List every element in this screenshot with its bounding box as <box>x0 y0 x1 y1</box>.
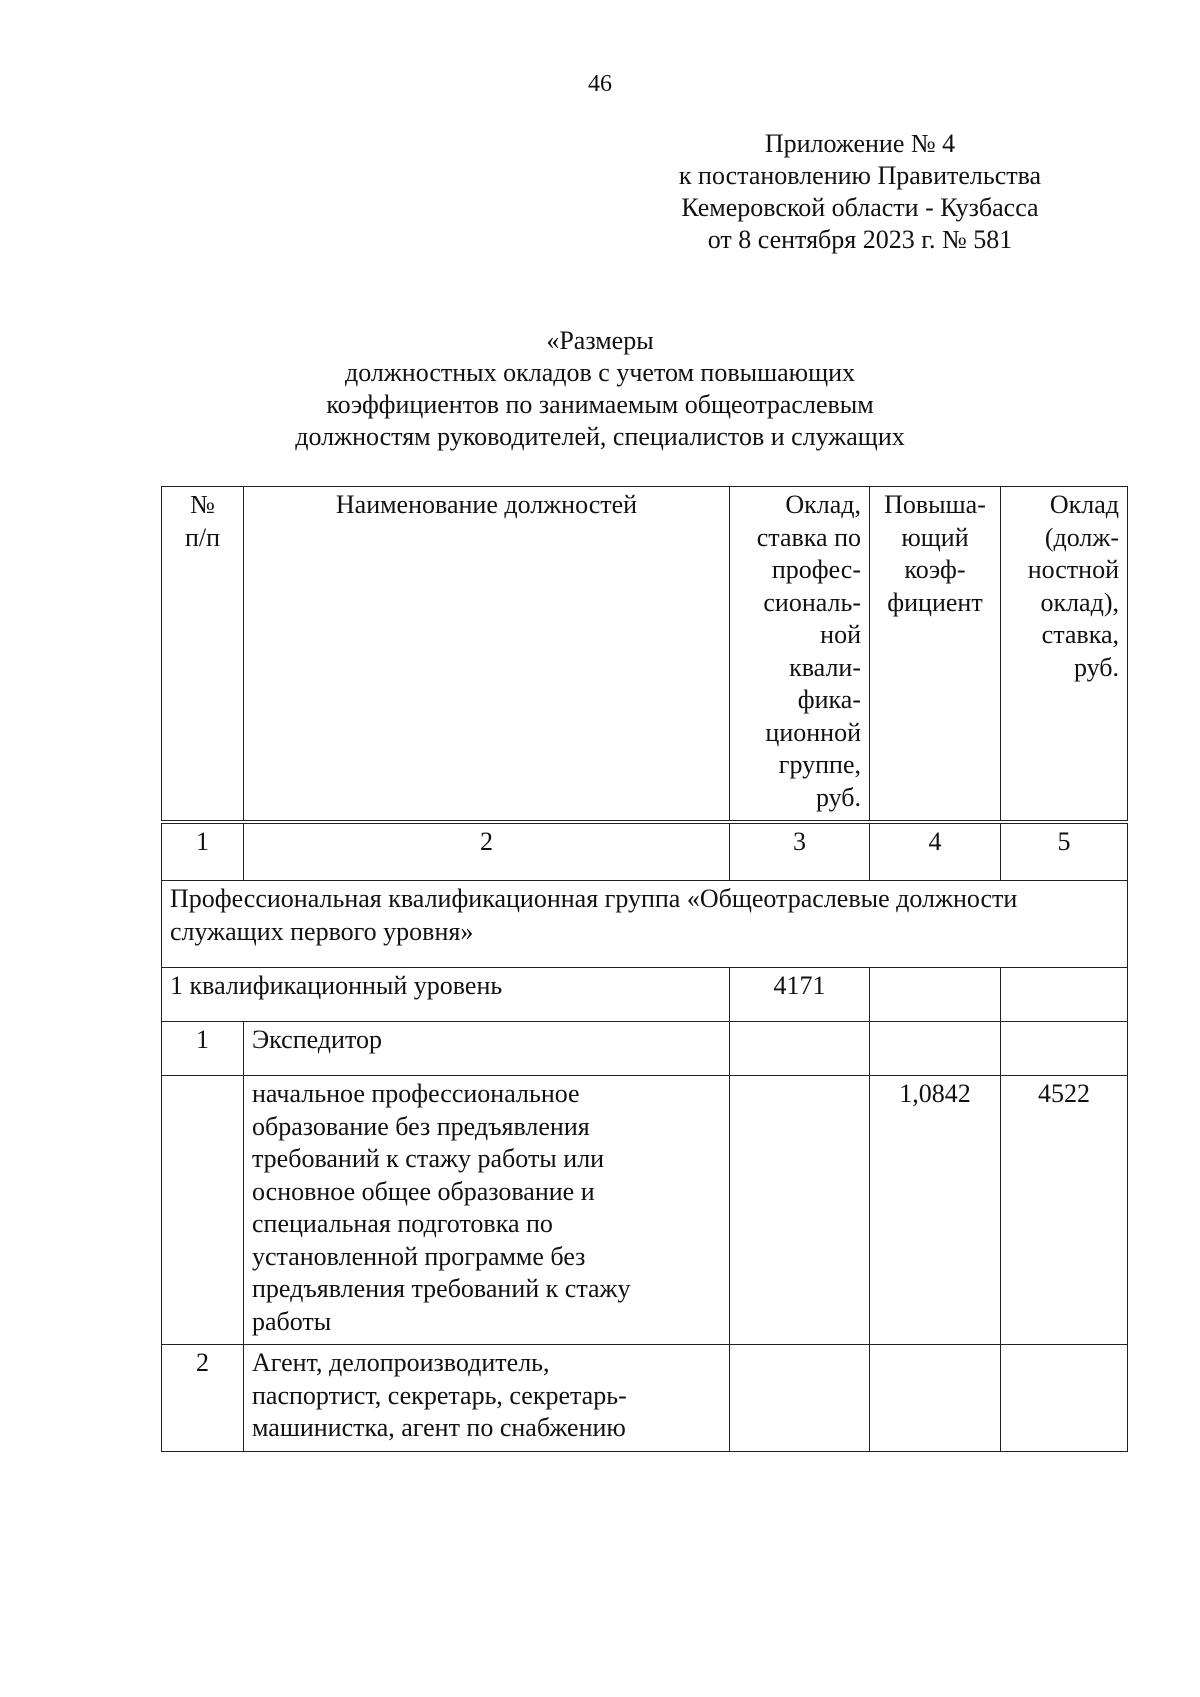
column-number: 5 <box>1001 822 1128 881</box>
row-num: 2 <box>162 1345 244 1452</box>
header-salary-group: Оклад, ставка по профес- сиональ- ной квали- фика- ционной группе, руб. <box>730 487 870 823</box>
column-number: 1 <box>162 822 244 881</box>
column-number-row <box>162 822 1128 881</box>
table-row <box>162 1022 1128 1076</box>
page-number: 46 <box>588 71 612 97</box>
row-position: начальное профессиональное образование без предъявления требований к стажу работы или основное общее образование и специальная подготовка по установленной программе без предъявления требований к стажу работы <box>244 1076 730 1345</box>
table-row <box>162 1076 1128 1345</box>
column-number: 4 <box>870 822 1001 881</box>
group-title: Профессиональная квалификационная группа «Общеотраслевые должности служащих первого уровня» <box>162 881 1128 968</box>
title-line: коэффициентов по занимаемым общеотраслевым <box>326 390 874 419</box>
level-row <box>162 968 1128 1022</box>
salary-table <box>161 486 1128 1452</box>
row-position: Агент, делопроизводитель, паспортист, секретарь, секретарь- машинистка, агент по снабжению <box>244 1345 730 1452</box>
appendix-header <box>640 128 1080 256</box>
row-salary <box>1001 1345 1128 1452</box>
row-num <box>162 1076 244 1345</box>
empty-cell <box>1001 968 1128 1022</box>
header-position-name: Наименование должностей <box>244 487 730 823</box>
table-row <box>162 1345 1128 1452</box>
column-number: 3 <box>730 822 870 881</box>
row-salary <box>1001 1022 1128 1076</box>
header-salary: Оклад (долж- ностной оклад), ставка, руб. <box>1001 487 1128 823</box>
table-header-row <box>162 487 1128 823</box>
empty-cell <box>730 1022 870 1076</box>
title-line: «Размеры <box>546 326 654 355</box>
row-position: Экспедитор <box>244 1022 730 1076</box>
row-coefficient <box>870 1345 1001 1452</box>
title-line: должностям руководителей, специалистов и служащих <box>295 422 905 451</box>
appendix-line: Кемеровской области - Кузбасса <box>681 193 1039 222</box>
row-num: 1 <box>162 1022 244 1076</box>
level-label: 1 квалификационный уровень <box>162 968 730 1022</box>
column-number: 2 <box>244 822 730 881</box>
header-coefficient: Повыша- ющий коэф- фициент <box>870 487 1001 823</box>
row-coefficient <box>870 1022 1001 1076</box>
empty-cell <box>730 1345 870 1452</box>
title-line: должностных окладов с учетом повышающих <box>344 358 856 387</box>
empty-cell <box>730 1076 870 1345</box>
header-num: № п/п <box>162 487 244 823</box>
row-salary: 4522 <box>1001 1076 1128 1345</box>
level-salary: 4171 <box>730 968 870 1022</box>
row-coefficient: 1,0842 <box>870 1076 1001 1345</box>
empty-cell <box>870 968 1001 1022</box>
document-title <box>0 325 1200 453</box>
appendix-line: Приложение № 4 <box>764 129 956 158</box>
appendix-line: от 8 сентября 2023 г. № 581 <box>707 225 1013 254</box>
group-title-row <box>162 881 1128 968</box>
appendix-line: к постановлению Правительства <box>678 161 1042 190</box>
